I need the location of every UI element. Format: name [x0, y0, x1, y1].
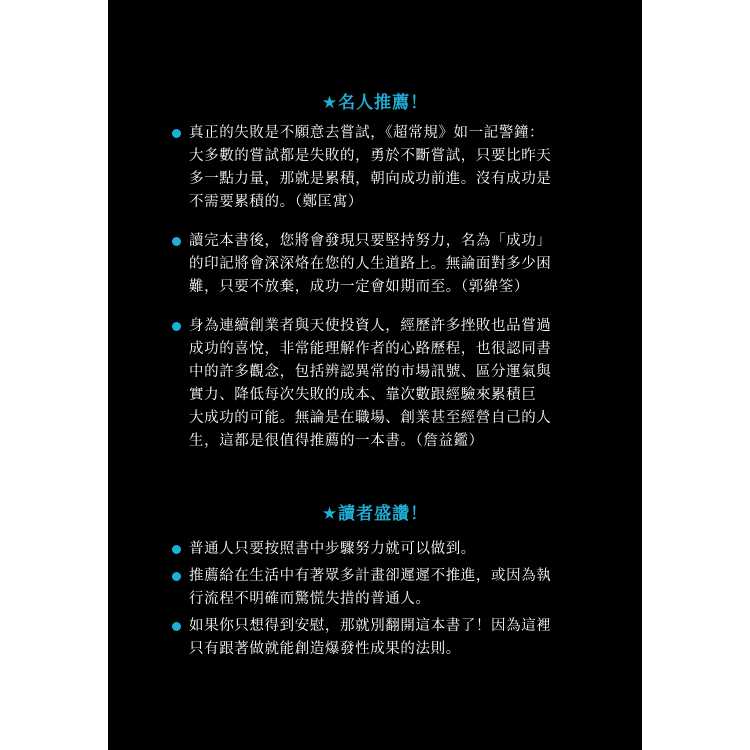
text-line: 大成功的可能。無論是在職場、創業甚至經營自己的人 — [189, 410, 552, 426]
text-line: 推薦給在生活中有著眾多計畫卻遲遲不推進，或因為執 — [189, 568, 552, 584]
text-line: 身為連續創業者與天使投資人，經歷許多挫敗也品嘗過 — [189, 318, 552, 334]
recommendation-item — [172, 315, 592, 453]
reader-praise-list — [172, 538, 592, 661]
text-line: 大多數的嘗試都是失敗的，勇於不斷嘗試，只要比昨天 — [189, 148, 552, 164]
book-page — [108, 0, 642, 750]
celebrity-recommendations-list — [172, 122, 592, 453]
praise-item — [172, 615, 592, 661]
recommendation-item — [172, 122, 592, 214]
text-line: 實力、降低每次失敗的成本、靠次數跟經驗來累積巨 — [189, 387, 537, 403]
text-line: 如果你只想得到安慰，那就別翻開這本書了！因為這裡 — [189, 618, 552, 634]
text-line: 的印記將會深深烙在您的人生道路上。無論面對多少困 — [189, 256, 552, 272]
bullet-icon — [172, 572, 181, 581]
bullet-icon — [172, 622, 181, 631]
text-line: 生，這都是很值得推薦的一本書。（詹益鑑） — [189, 433, 484, 449]
text-line: 行流程不明確而驚慌失措的普通人。 — [189, 591, 431, 607]
text-line: 真正的失敗是不願意去嘗試，《超常規》如一記警鐘： — [189, 125, 545, 141]
text-line: 普通人只要按照書中步驟努力就可以做到。 — [189, 541, 476, 557]
bullet-icon — [172, 129, 181, 138]
text-line: 只有跟著做就能創造爆發性成果的法則。 — [189, 641, 461, 657]
text-line: 難，只要不放棄，成功一定會如期而至。（郭緯筌） — [189, 279, 530, 295]
text-line: 多一點力量，那就是累積，朝向成功前進。沒有成功是 — [189, 171, 552, 187]
text-line: 讀完本書後，您將會發現只要堅持努力，名為「成功」 — [189, 233, 552, 249]
bullet-icon — [172, 322, 181, 331]
praise-item — [172, 565, 592, 611]
text-line: 成功的喜悅，非常能理解作者的心路歷程，也很認同書 — [189, 341, 552, 357]
bullet-icon — [172, 545, 181, 554]
reader-praise-title: ★讀者盛讚！ — [321, 504, 429, 524]
text-line: 中的許多觀念，包括辨認異常的市場訊號、區分運氣與 — [189, 364, 552, 380]
praise-item — [172, 538, 592, 561]
celebrity-recommendations-title: ★名人推薦！ — [321, 93, 429, 113]
text-line: 不需要累積的。（鄭匡寓） — [189, 194, 363, 210]
bullet-icon — [172, 237, 181, 246]
recommendation-item — [172, 230, 592, 299]
